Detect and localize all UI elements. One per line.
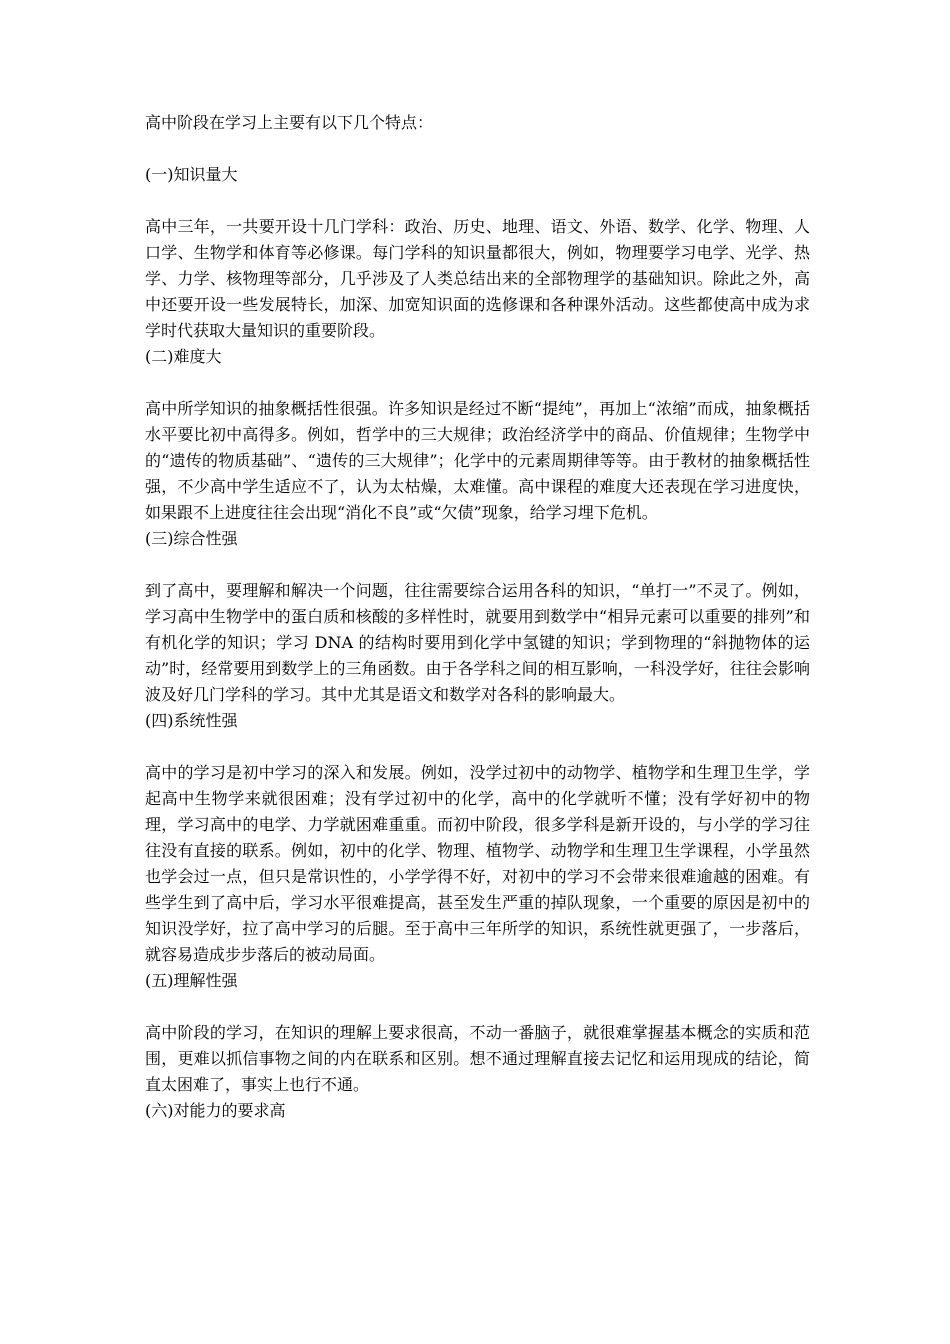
spacer	[145, 552, 810, 578]
section-body-2: 高中所学知识的抽象概括性很强。许多知识是经过不断“提纯”，再加上“浓缩”而成，抽象概括水平要比初中高得多。例如，哲学中的三大规律；政治经济学中的商品、价值规律；生物学中的“遗传的物质基础”、“遗传的三大规律”；化学中的元素周期律等等。由于教材的抽象概括性强，不少高中学生适应不了，认为太枯燥，太难懂。高中课程的难度大还表现在学习进度快，如果跟不上进度往往会出现“消化不良”或“欠债”现象，给学习埋下危机。	[145, 399, 810, 522]
section-heading-2: (二)难度大	[145, 347, 222, 366]
section-heading-6: (六)对能力的要求高	[145, 1101, 286, 1120]
spacer	[145, 994, 810, 1020]
section-heading-4: (四)系统性强	[145, 711, 238, 730]
spacer	[145, 370, 810, 396]
spacer	[145, 734, 810, 760]
section-body-1: 高中三年，一共要开设十几门学科：政治、历史、地理、语文、外语、数学、化学、物理、人口学、生物学和体育等必修课。每门学科的知识量都很大，例如，物理要学习电学、光学、热学、力学、核物理等部分，几乎涉及了人类总结出来的全部物理学的基础知识。除此之外，高中还要开设一些发展特长，加深、加宽知识面的选修课和各种课外活动。这些都使高中成为求学时代获取大量知识的重要阶段。	[145, 217, 810, 340]
intro-paragraph: 高中阶段在学习上主要有以下几个特点：	[145, 113, 434, 132]
document-body	[145, 110, 810, 1124]
section-body-5: 高中阶段的学习，在知识的理解上要求很高，不动一番脑子，就很难掌握基本概念的实质和范围，更难以抓信事物之间的内在联系和区别。想不通过理解直接去记忆和运用现成的结论，简直太困难了，事实上也行不通。	[145, 1023, 810, 1094]
spacer	[145, 188, 810, 214]
section-heading-5: (五)理解性强	[145, 971, 238, 990]
section-heading-3: (三)综合性强	[145, 529, 238, 548]
section-heading-1: (一)知识量大	[145, 165, 238, 184]
section-body-3: 到了高中，要理解和解决一个问题，往往需要综合运用各科的知识，“单打一”不灵了。例如，学习高中生物学中的蛋白质和核酸的多样性时，就要用到数学中“相异元素可以重要的排列”和有机化学的知识；学习 DNA 的结构时要用到化学中氢键的知识；学到物理的“斜抛物体的运动”时，经常要用到数学上的三角函数。由于各学科之间的相互影响，一科没学好，往往会影响波及好几门学科的学习。其中尤其是语文和数学对各科的影响最大。	[145, 581, 810, 704]
spacer	[145, 136, 810, 162]
section-body-4: 高中的学习是初中学习的深入和发展。例如，没学过初中的动物学、植物学和生理卫生学，学起高中生物学来就很困难；没有学过初中的化学，高中的化学就听不懂；没有学好初中的物理，学习高中的电学、力学就困难重重。而初中阶段，很多学科是新开设的，与小学的学习往往没有直接的联系。例如，初中的化学、物理、植物学、动物学和生理卫生学课程，小学虽然也学会过一点，但只是常识性的，小学学得不好，对初中的学习不会带来很难逾越的困难。有些学生到了高中后，学习水平很难提高，甚至发生严重的掉队现象，一个重要的原因是初中的知识没学好，拉了高中学习的后腿。至于高中三年所学的知识，系统性就更强了，一步落后，就容易造成步步落后的被动局面。	[145, 763, 810, 964]
